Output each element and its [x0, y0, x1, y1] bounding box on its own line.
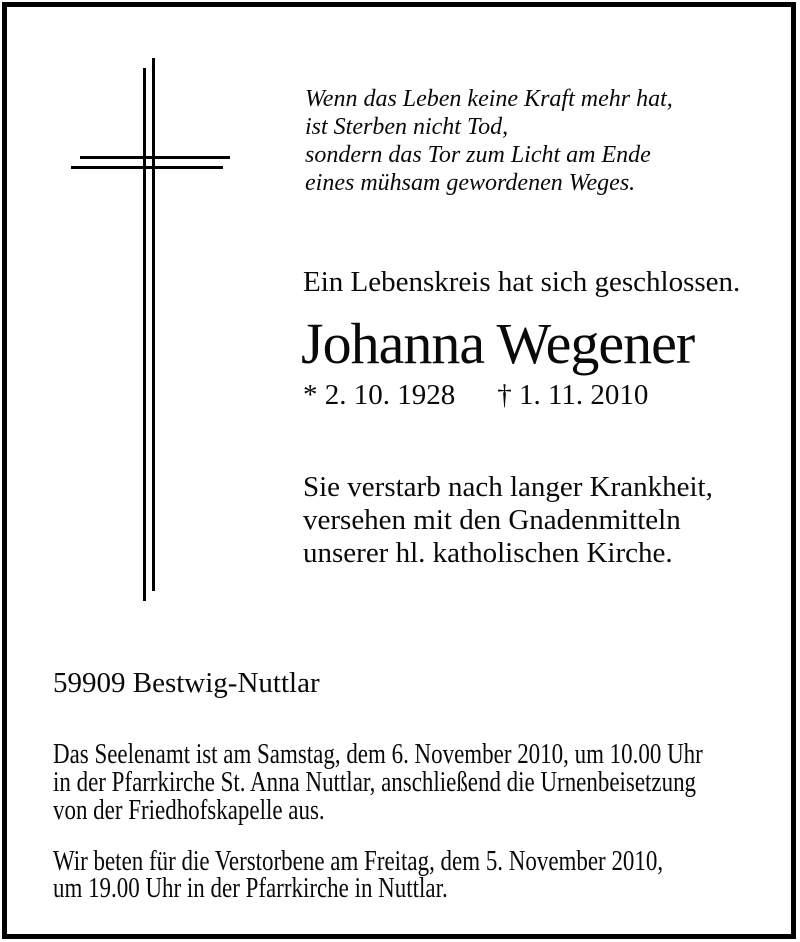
- cross-vertical-line-left: [143, 68, 146, 601]
- death-note-line-3: unserer hl. katholischen Kirche.: [303, 537, 673, 569]
- birth-date: * 2. 10. 1928: [303, 379, 456, 411]
- service-announcement: [53, 741, 703, 825]
- verse-line-2: ist Sterben nicht Tod,: [305, 114, 509, 140]
- cross-horizontal-line-bottom: [71, 166, 223, 169]
- verse-line-3: sondern das Tor zum Licht am Ende: [305, 142, 651, 168]
- deceased-name: Johanna Wegener: [301, 311, 695, 376]
- announcement-intro: Ein Lebenskreis hat sich geschlossen.: [303, 266, 741, 298]
- death-note-line-1: Sie verstarb nach langer Krankheit,: [303, 471, 713, 503]
- service-line-1: Das Seelenamt ist am Samstag, dem 6. November 2010, um 10.00 Uhr: [53, 739, 703, 770]
- cross-horizontal-line-top: [80, 156, 230, 159]
- verse-line-4: eines mühsam gewordenen Weges.: [305, 170, 636, 196]
- prayer-line-2: um 19.00 Uhr in der Pfarrkirche in Nuttlar.: [53, 873, 448, 904]
- death-note: [303, 471, 713, 570]
- cross-vertical-line-right: [152, 58, 155, 591]
- death-note-line-2: versehen mit den Gnadenmitteln: [303, 504, 681, 536]
- prayer-announcement: [53, 848, 663, 902]
- epitaph-verse: [305, 85, 673, 197]
- service-line-3: von der Friedhofskapelle aus.: [53, 795, 325, 826]
- prayer-line-1: Wir beten für die Verstorbene am Freitag, dem 5. November 2010,: [53, 846, 664, 877]
- verse-line-1: Wenn das Leben keine Kraft mehr hat,: [305, 86, 673, 112]
- service-line-2: in der Pfarrkirche St. Anna Nuttlar, anschließend die Urnenbeisetzung: [53, 767, 697, 798]
- location-line: 59909 Bestwig-Nuttlar: [53, 667, 320, 699]
- death-date: † 1. 11. 2010: [497, 379, 649, 411]
- life-dates: [303, 381, 648, 410]
